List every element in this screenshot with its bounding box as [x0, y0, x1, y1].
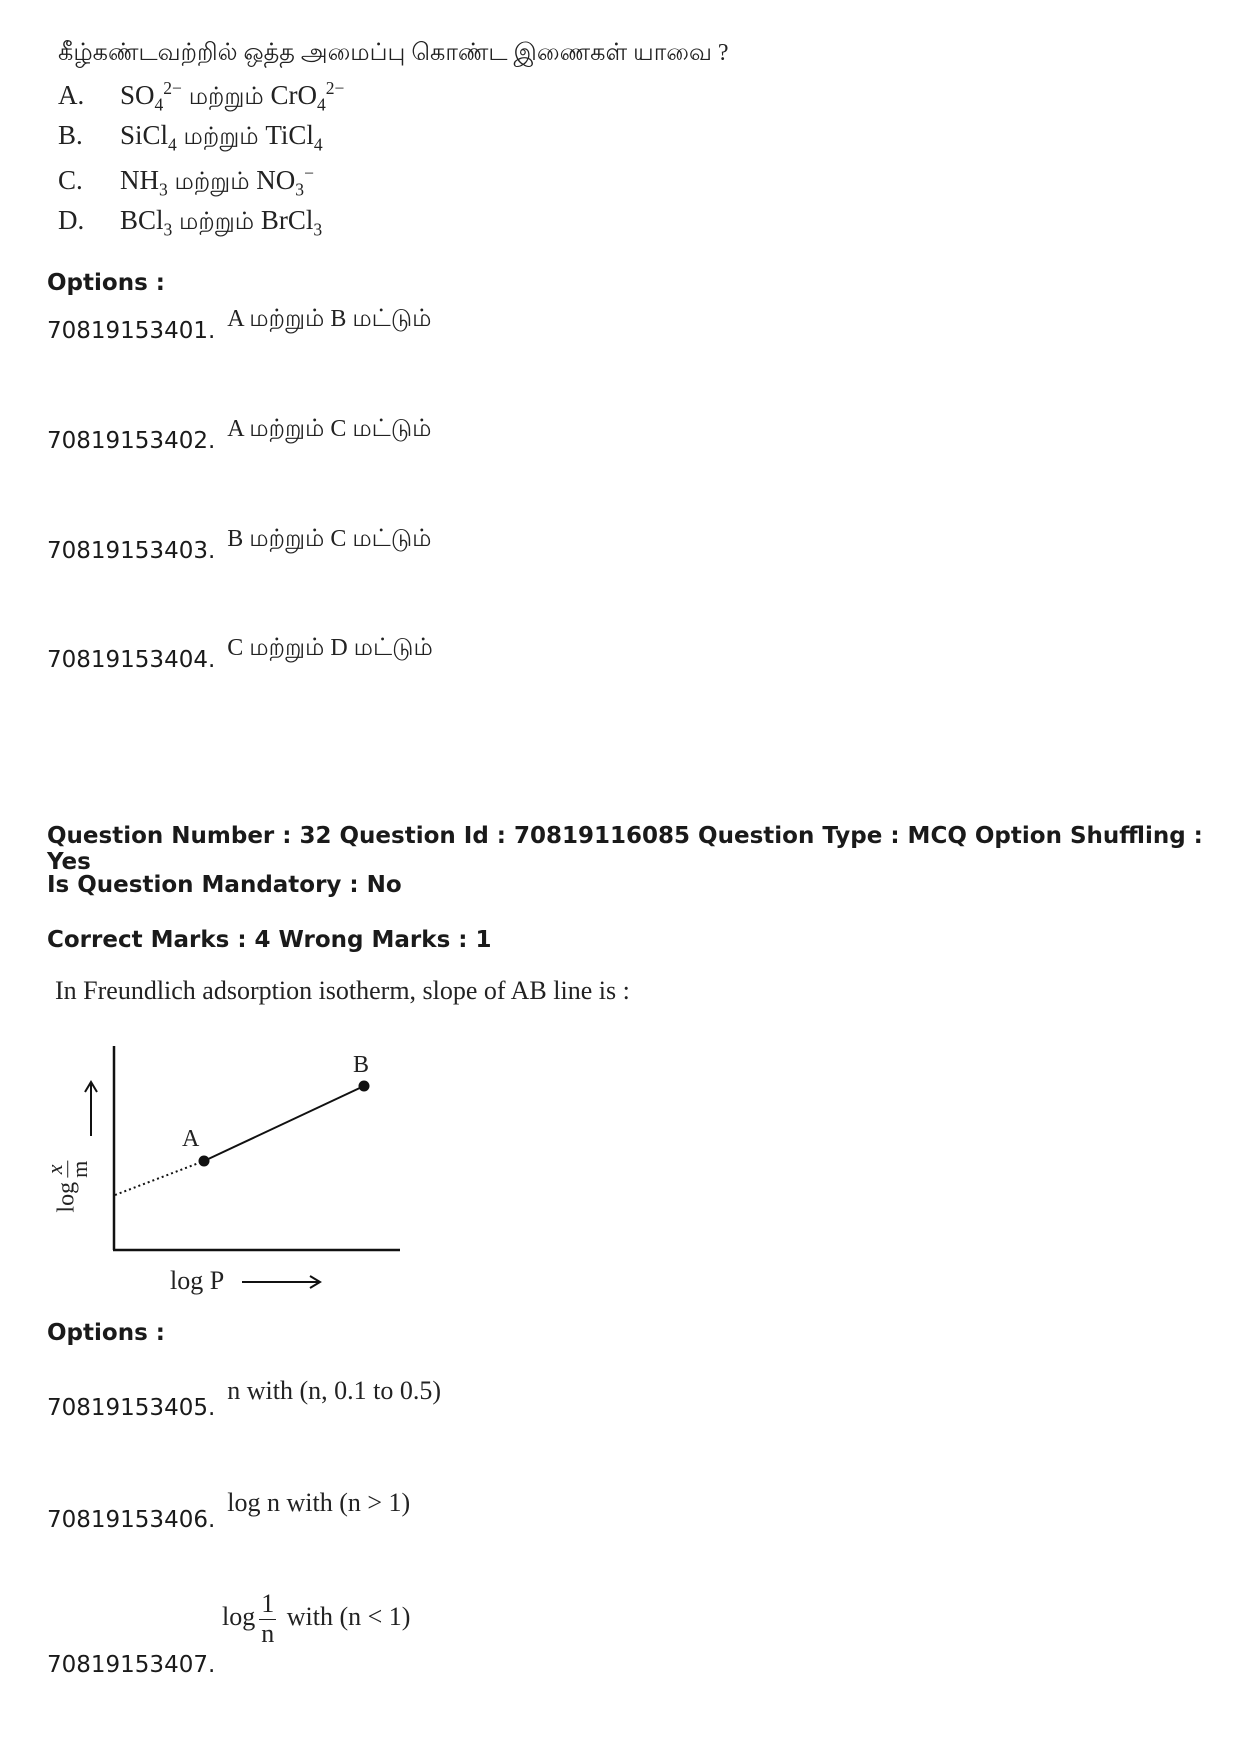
option-text: B மற்றும் C மட்டும்	[227, 526, 432, 552]
option-row[interactable]	[47, 306, 432, 347]
item-left: SO	[120, 80, 155, 110]
option-log: log	[222, 1602, 256, 1632]
item-right-sup: 2−	[325, 78, 345, 98]
option-text: n with (n, 0.1 to 0.5)	[227, 1376, 442, 1405]
question-marks: Correct Marks : 4 Wrong Marks : 1	[47, 927, 492, 953]
option-row[interactable]	[47, 1376, 442, 1422]
y-axis-log: log	[53, 1181, 80, 1213]
item-right: NO	[256, 165, 296, 195]
item-left-sub: 3	[163, 219, 173, 240]
item-letter: D.	[58, 205, 85, 235]
option-text	[222, 1590, 410, 1648]
item-letter: C.	[58, 165, 83, 195]
item-left-sub: 3	[159, 179, 168, 200]
point-b-label: B	[353, 1052, 370, 1078]
item-left-sup: 2−	[163, 78, 182, 98]
item-right-sup: −	[304, 163, 314, 183]
isotherm-graph	[60, 1040, 420, 1300]
x-axis-label: log P	[170, 1266, 225, 1295]
ab-line	[204, 1086, 364, 1161]
option-numerator: 1	[261, 1589, 275, 1618]
option-id: 70819153405.	[47, 1395, 216, 1421]
item-right-sub: 3	[295, 179, 305, 200]
option-text: C மற்றும் D மட்டும்	[227, 635, 433, 661]
option-id: 70819153404.	[47, 647, 216, 673]
y-axis-label	[43, 1157, 92, 1213]
item-letter: B.	[58, 120, 83, 150]
options-heading-31: Options :	[47, 270, 165, 296]
item-left: SiCl	[120, 120, 169, 150]
item-left: NH	[120, 165, 159, 195]
y-axis-numerator: x	[43, 1161, 68, 1178]
question-mandatory: Is Question Mandatory : No	[47, 872, 402, 898]
item-and: மற்றும்	[188, 84, 264, 110]
point-b	[359, 1081, 370, 1092]
question-31-item-b	[58, 120, 323, 155]
item-right-sub: 4	[313, 134, 323, 155]
option-text: A மற்றும் B மட்டும்	[227, 306, 432, 332]
item-left-sub: 4	[154, 94, 164, 115]
question-31-item-a	[58, 78, 344, 115]
extrapolation-line	[115, 1161, 204, 1195]
item-and: மற்றும்	[174, 169, 250, 195]
option-rest: with (n < 1)	[286, 1602, 411, 1632]
option-row[interactable]	[47, 635, 433, 676]
item-right-sub: 4	[316, 94, 326, 115]
question-31-item-c	[58, 163, 314, 200]
question-31-text: கீழ்கண்டவற்றில் ஒத்த அமைப்பு கொண்ட இணைகள் யாவை ?	[58, 40, 729, 66]
option-id: 70819153403.	[47, 538, 216, 564]
option-id: 70819153406.	[47, 1507, 216, 1533]
option-row[interactable]	[47, 1652, 215, 1678]
option-row[interactable]	[47, 416, 432, 457]
options-heading-32: Options :	[47, 1320, 165, 1346]
option-denominator: n	[261, 1618, 275, 1648]
item-right: CrO	[270, 80, 317, 110]
item-letter: A.	[58, 80, 85, 110]
question-32-text: In Freundlich adsorption isotherm, slope of AB line is :	[55, 976, 630, 1005]
point-a-label: A	[182, 1126, 200, 1152]
option-id: 70819153402.	[47, 428, 216, 454]
item-right-sub: 3	[313, 219, 323, 240]
option-row[interactable]	[47, 526, 432, 567]
y-axis-denominator: m	[67, 1160, 93, 1178]
item-left: BCl	[120, 205, 164, 235]
item-and: மற்றும்	[183, 124, 259, 150]
item-and: மற்றும்	[179, 209, 255, 235]
question-31-item-d	[58, 205, 322, 240]
question-meta: Question Number : 32 Question Id : 70819116085 Question Type : MCQ Option Shuffling : Yes	[47, 823, 1203, 875]
item-right: BrCl	[260, 205, 314, 235]
point-a	[199, 1156, 210, 1167]
item-left-sub: 4	[168, 134, 177, 155]
option-text: log n with (n > 1)	[227, 1488, 411, 1517]
option-id: 70819153407.	[47, 1652, 216, 1678]
item-right: TiCl	[265, 120, 314, 150]
option-row[interactable]	[47, 1488, 411, 1534]
option-id: 70819153401.	[47, 318, 216, 344]
option-text: A மற்றும் C மட்டும்	[227, 416, 432, 442]
